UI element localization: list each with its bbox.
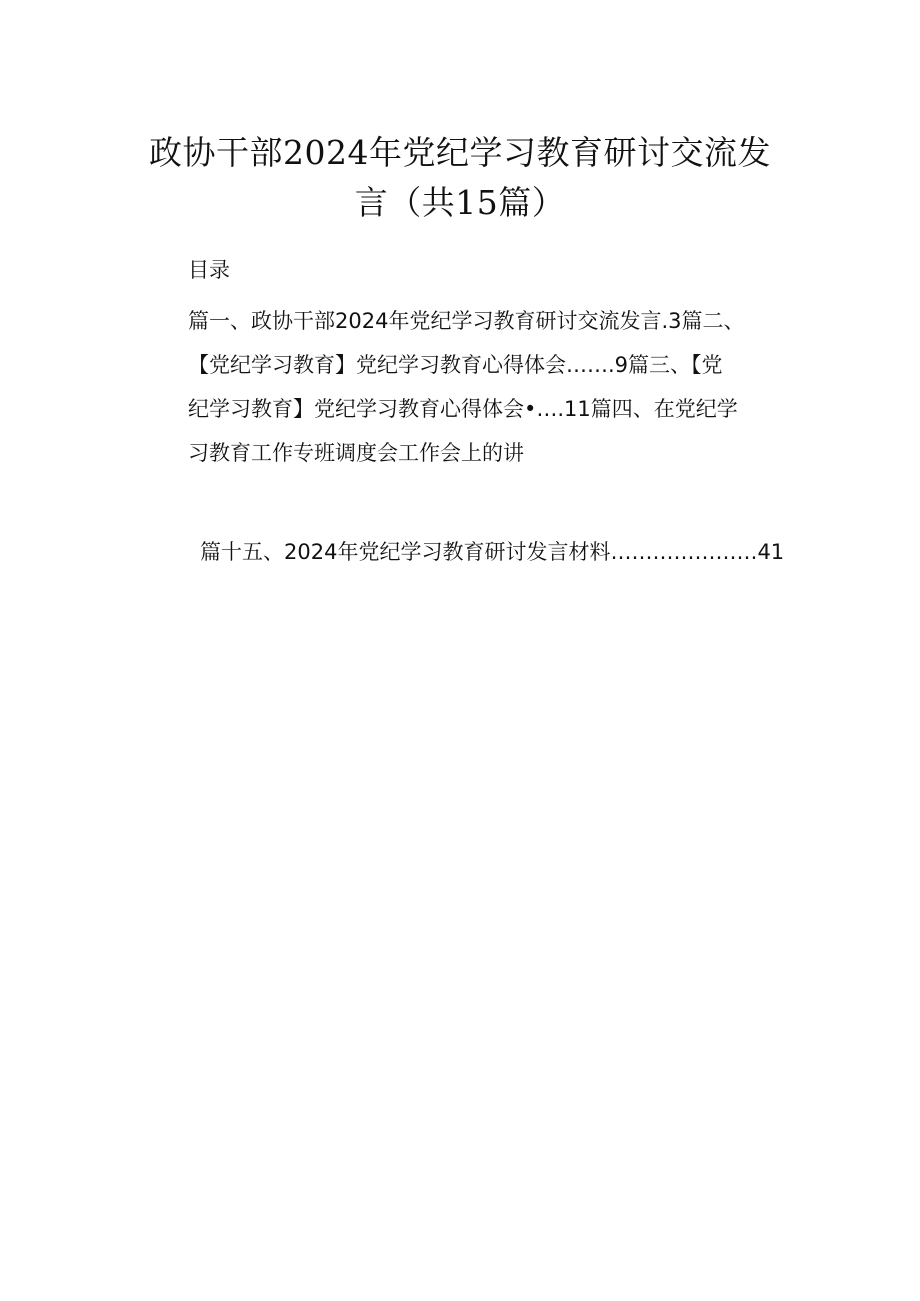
toc-line: 篇一、政协干部2024年党纪学习教育研讨交流发言.3篇二、 (188, 309, 745, 333)
toc-line: 习教育工作专班调度会工作会上的讲 (188, 441, 524, 465)
title-line-2: 言（共15篇） (354, 183, 566, 222)
toc-line: 【党纪学习教育】党纪学习教育心得体会…….9篇三、【党 (188, 353, 723, 377)
toc-heading: 目录 (188, 258, 230, 282)
toc-line: 纪学习教育】党纪学习教育心得体会•….11篇四、在党纪学 (188, 397, 738, 421)
title-line-1: 政协干部2024年党纪学习教育研讨交流发 (149, 133, 771, 172)
toc-last-entry: 篇十五、2024年党纪学习教育研讨发言材料…………………41 (200, 540, 785, 564)
toc-entries (188, 299, 788, 475)
document-title (120, 128, 800, 228)
